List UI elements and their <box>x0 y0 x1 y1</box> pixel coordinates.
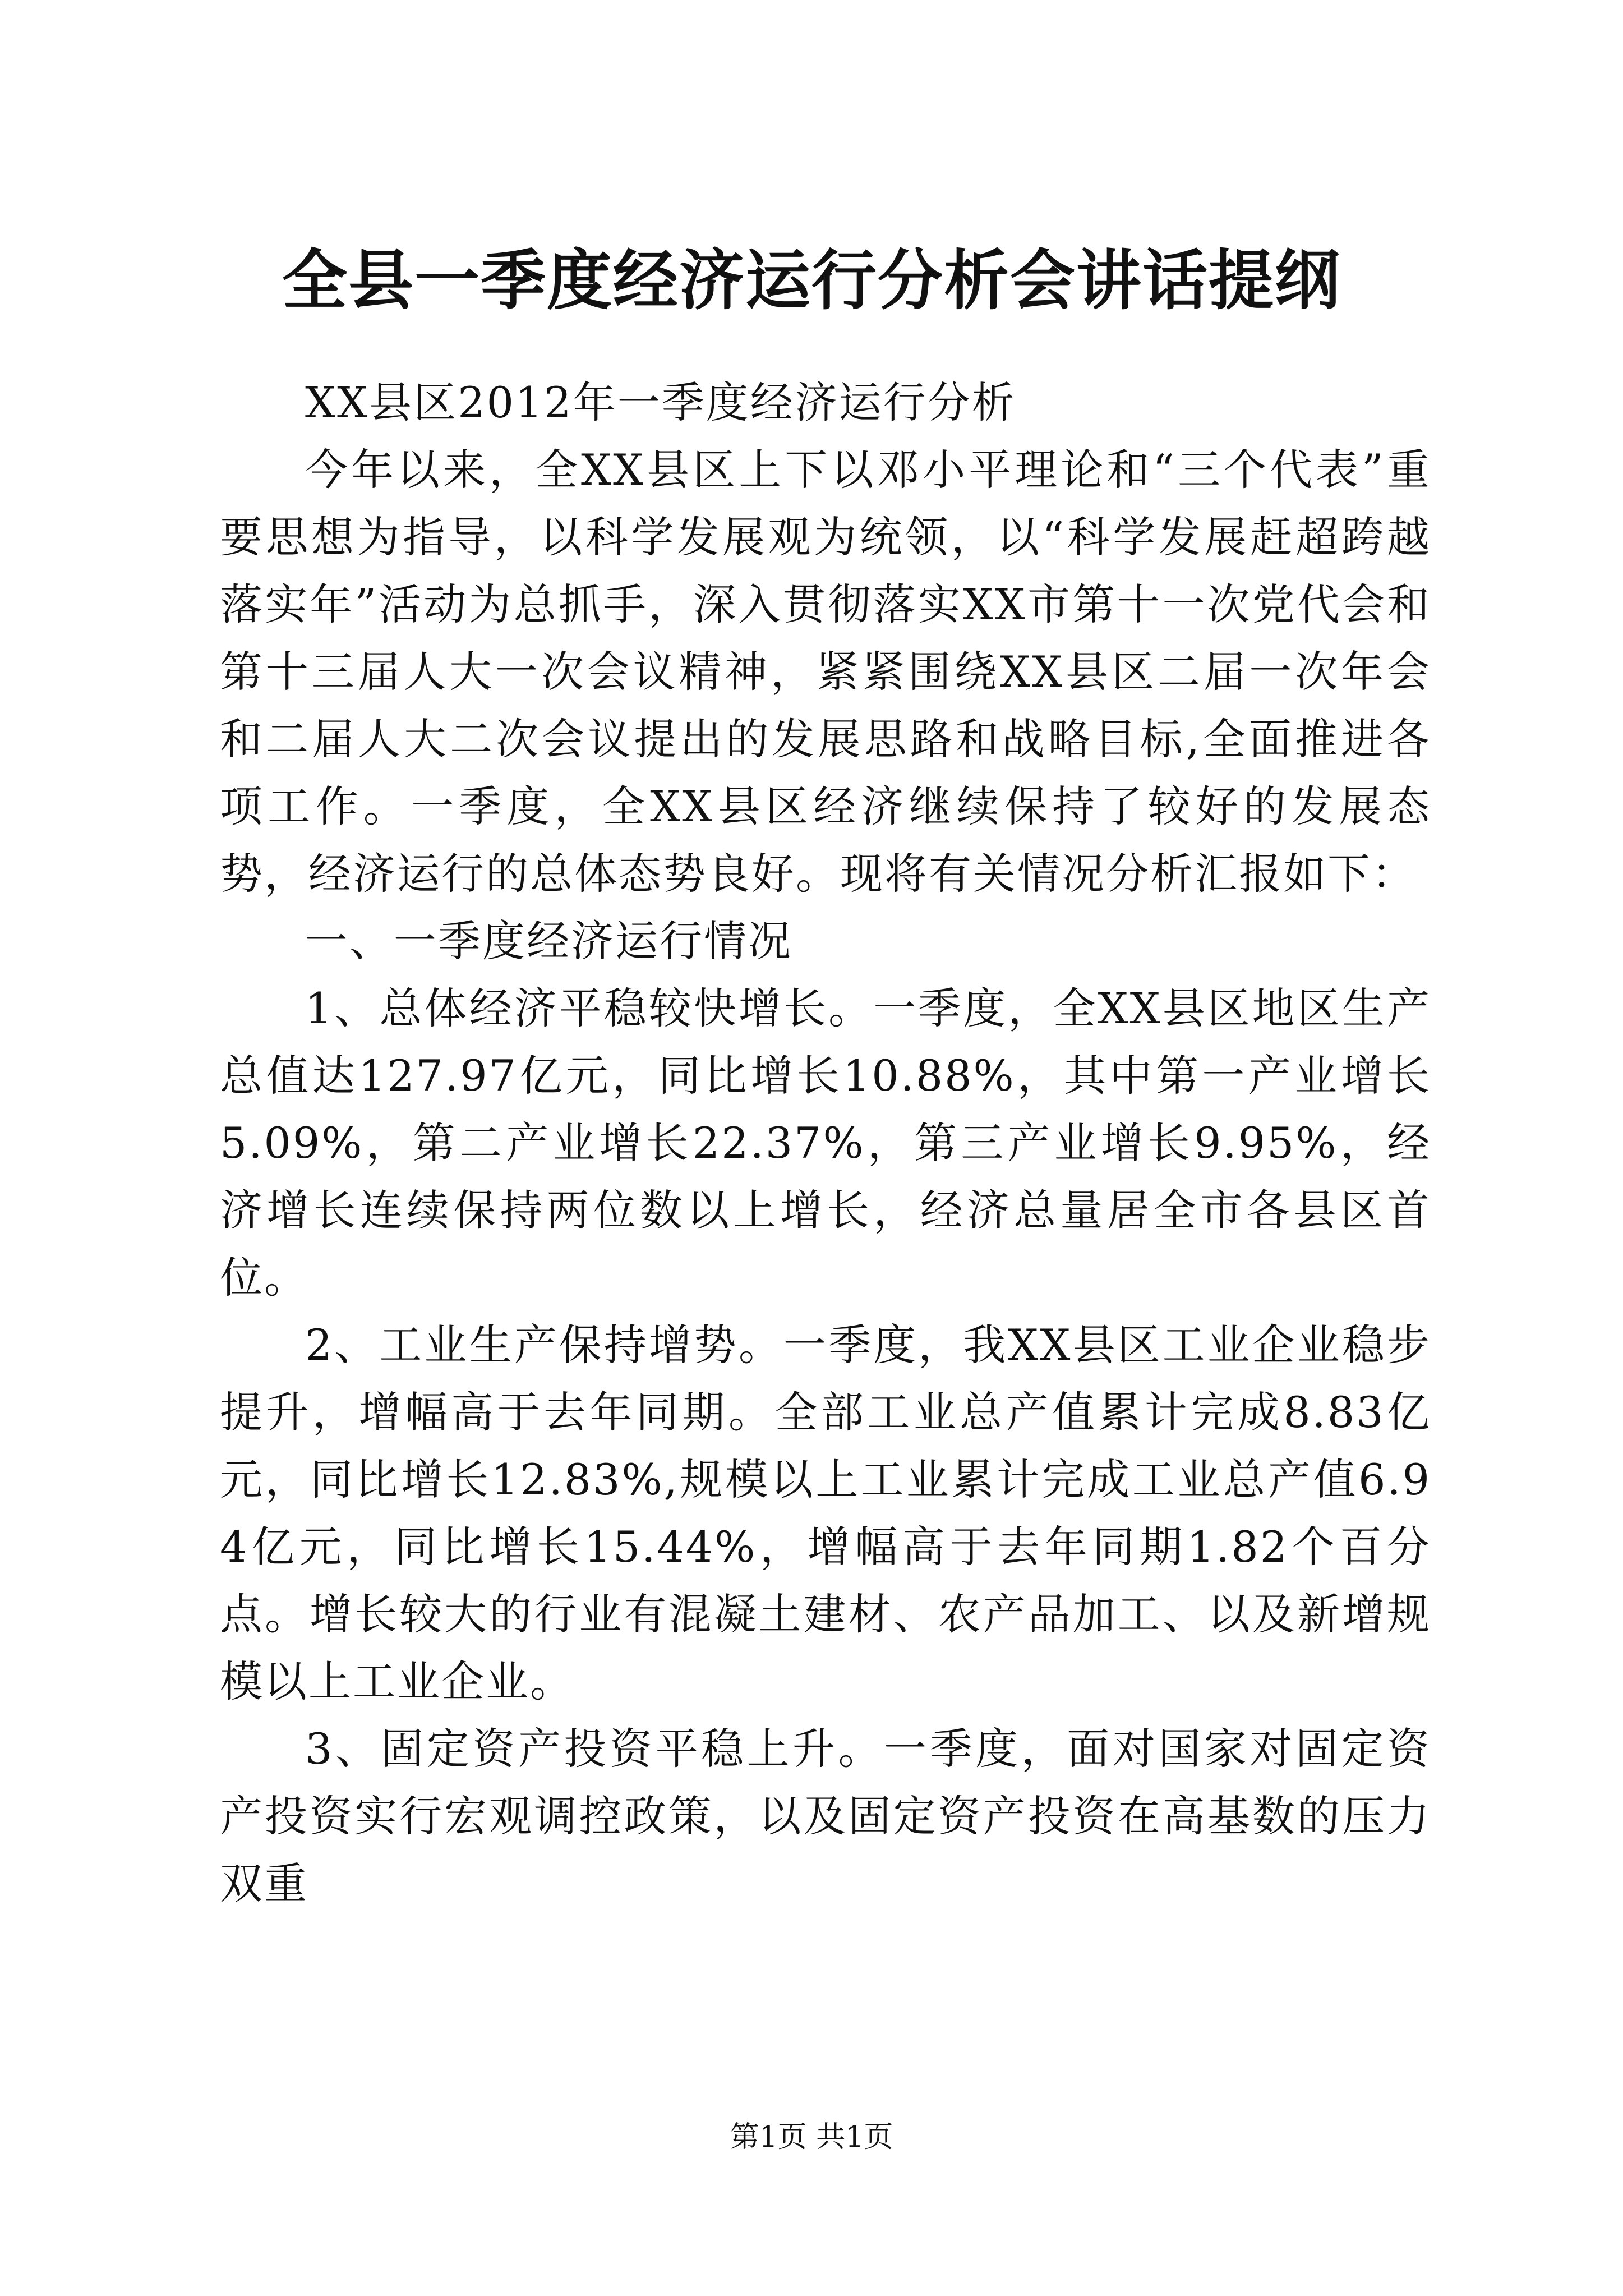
point-2-paragraph: 2、工业生产保持增势。一季度，我XX县区工业企业稳步提升，增幅高于去年同期。全部工业总产值累计完成8.83亿元，同比增长12.83%,规模以上工业累计完成工业总产值6.94亿元，同比增长15.44%，增幅高于去年同期1.82个百分点。增长较大的行业有混凝土建材、农产品加工、以及新增规模以上工业企业。 <box>220 1320 1431 1706</box>
intro-paragraph: 今年以来，全XX县区上下以邓小平理论和“三个代表”重要思想为指导，以科学发展观为统领，以“科学发展赶超跨越落实年”活动为总抓手，深入贯彻落实XX市第十一次党代会和第十三届人大一次会议精神，紧紧围绕XX县区二届一次年会和二届人大二次会议提出的发展思路和战略目标,全面推进各项工作。一季度，全XX县区经济继续保持了较好的发展态势，经济运行的总体态势良好。现将有关情况分析汇报如下： <box>220 445 1431 899</box>
point-1-paragraph: 1、总体经济平稳较快增长。一季度，全XX县区地区生产总值达127.97亿元，同比增长10.88%，其中第一产业增长5.09%，第二产业增长22.37%，第三产业增长9.95%，经济增长连续保持两位数以上增长，经济总量居全市各县区首位。 <box>220 983 1431 1303</box>
subtitle-paragraph: XX县区2012年一季度经济运行分析 <box>305 378 1016 427</box>
document-body <box>220 369 1431 1917</box>
page-footer: 第1页 共1页 <box>730 2120 893 2154</box>
section-heading: 一、一季度经济运行情况 <box>305 916 792 966</box>
point-3-paragraph: 3、固定资产投资平稳上升。一季度，面对国家对固定资产投资实行宏观调控政策，以及固定资产投资在高基数的压力双重 <box>220 1724 1431 1908</box>
document-title: 全县一季度经济运行分析会讲话提纲 <box>282 242 1341 319</box>
